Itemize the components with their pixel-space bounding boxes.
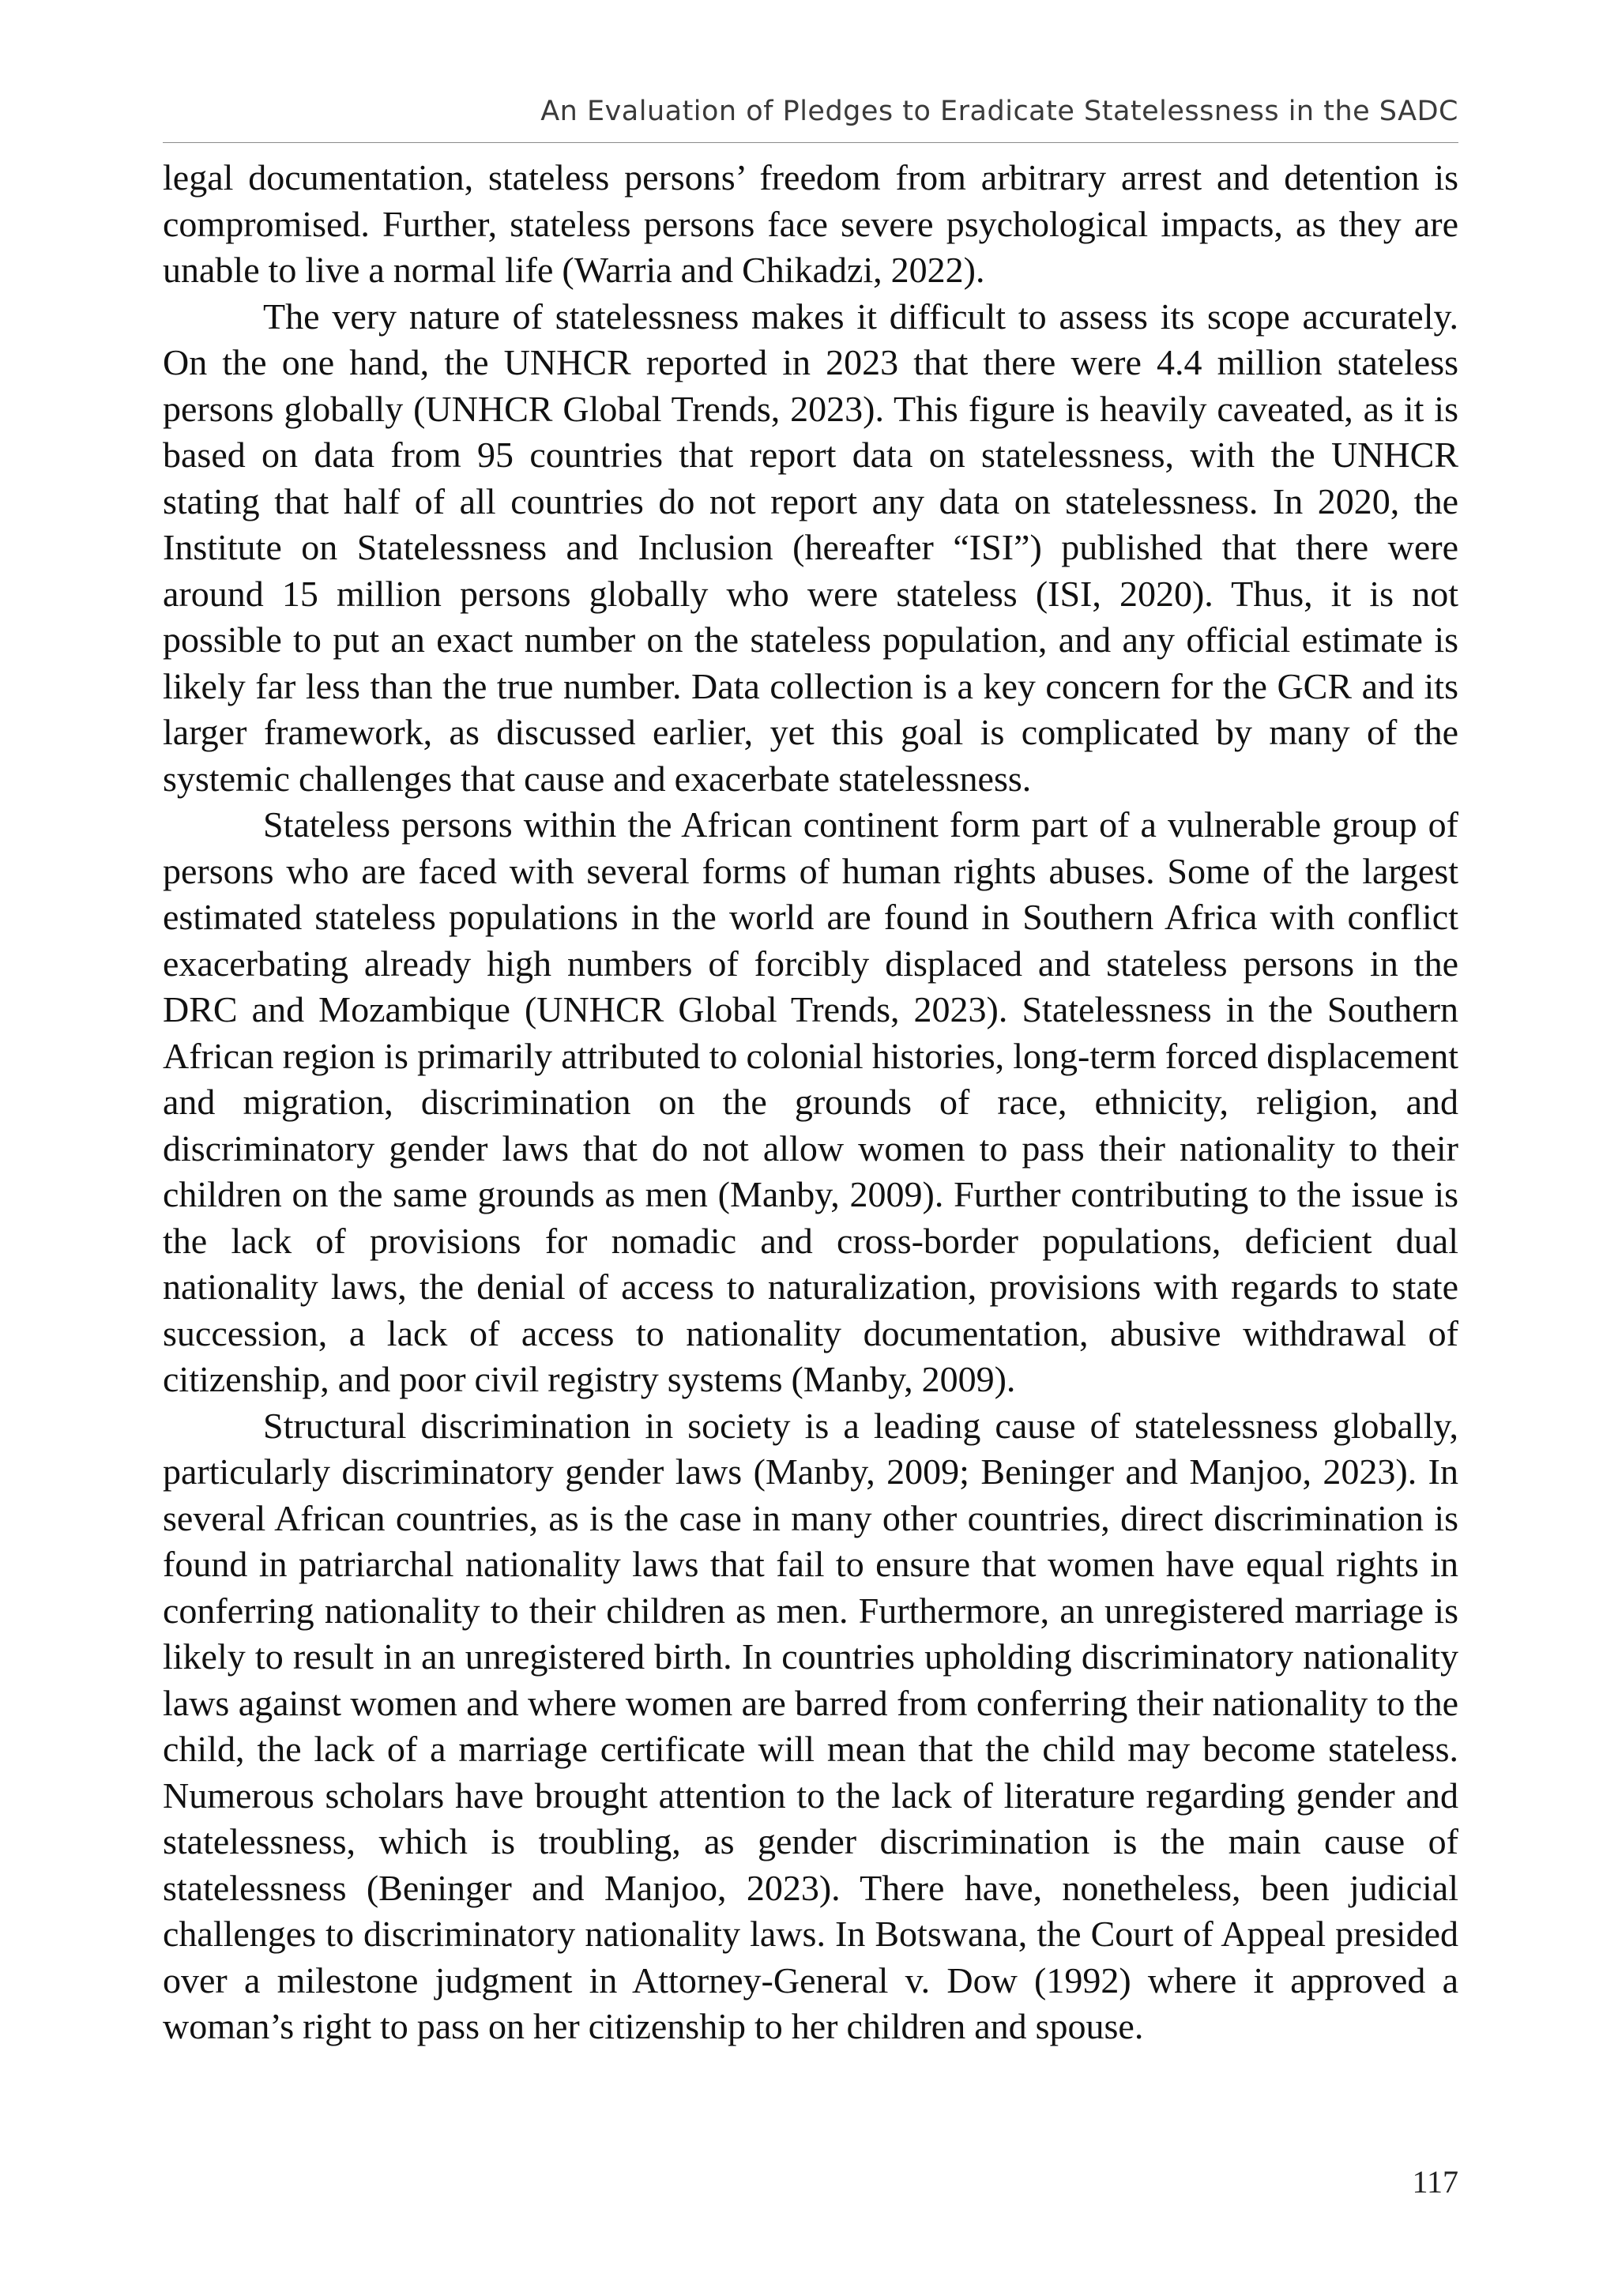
running-header-title: An Evaluation of Pledges to Eradicate Statelessness in the SADC bbox=[540, 96, 1458, 127]
paragraph-continuation: legal documentation, stateless persons’ freedom from arbitrary arrest and detention is compromised. Further, stateless persons face severe psychological impacts, as they are unable to live a normal life (Warria and Chikadzi, 2022). bbox=[163, 157, 1458, 290]
paragraph-african-stateless-persons: Stateless persons within the African continent form part of a vulnerable group of persons who are faced with several forms of human rights abuses. Some of the largest estimated stateless populations in the world are found in Southern Africa with conflict exacerbating already high numbers of forcibly displaced and stateless persons in the DRC and Mozambique (UNHCR Global Trends, 2023). Statelessness in the Southern African region is primarily attributed to colonial histories, long-term forced displacement and migration, discrimination on the grounds of race, ethnicity, religion, and discriminatory gender laws that do not allow women to pass their nationality to their children on the same grounds as men (Manby, 2009). Further contributing to the issue is the lack of provisions for nomadic and cross-border populations, deficient dual nationality laws, the denial of access to naturalization, provisions with regards to state succession, a lack of access to nationality documentation, abusive withdrawal of citizenship, and poor civil registry systems (Manby, 2009). bbox=[163, 804, 1458, 1399]
paragraph-structural-discrimination: Structural discrimination in society is a leading cause of statelessness globally, particularly discriminatory gender laws (Manby, 2009; Beninger and Manjoo, 2023). In several African countries, as is the case in many other countries, direct discrimination is found in patriarchal nationality laws that fail to ensure that women have equal rights in conferring nationality to their children as men. Furthermore, an unregistered marriage is likely to result in an unregistered birth. In countries upholding discriminatory nationality laws against women and where women are barred from conferring their nationality to the child, the lack of a marriage certificate will mean that the child may become stateless. Numerous scholars have brought attention to the lack of literature regarding gender and statelessness, which is troubling, as gender discrimination is the main cause of statelessness (Beninger and Manjoo, 2023). There have, nonetheless, been judicial challenges to discriminatory nationality laws. In Botswana, the Court of Appeal presided over a milestone judgment in Attorney-General v. Dow (1992) where it approved a woman’s right to pass on her citizenship to her children and spouse. bbox=[163, 1405, 1458, 2046]
page-number: 117 bbox=[1412, 2164, 1458, 2200]
paragraph-statelessness-scope: The very nature of statelessness makes it difficult to assess its scope accurately. On the one hand, the UNHCR reported in 2023 that there were 4.4 million stateless persons globally (UNHCR Global Trends, 2023). This figure is heavily caveated, as it is based on data from 95 countries that report data on statelessness, with the UNHCR stating that half of all countries do not report any data on statelessness. In 2020, the Institute on Statelessness and Inclusion (hereafter “ISI”) published that there were around 15 million persons globally who were stateless (ISI, 2020). Thus, it is not possible to put an exact number on the stateless population, and any official estimate is likely far less than the true number. Data collection is a key concern for the GCR and its larger framework, as discussed earlier, yet this goal is complicated by many of the systemic challenges that cause and exacerbate statelessness. bbox=[163, 295, 1458, 799]
body-text bbox=[163, 155, 1458, 2050]
header-rule bbox=[163, 142, 1458, 143]
